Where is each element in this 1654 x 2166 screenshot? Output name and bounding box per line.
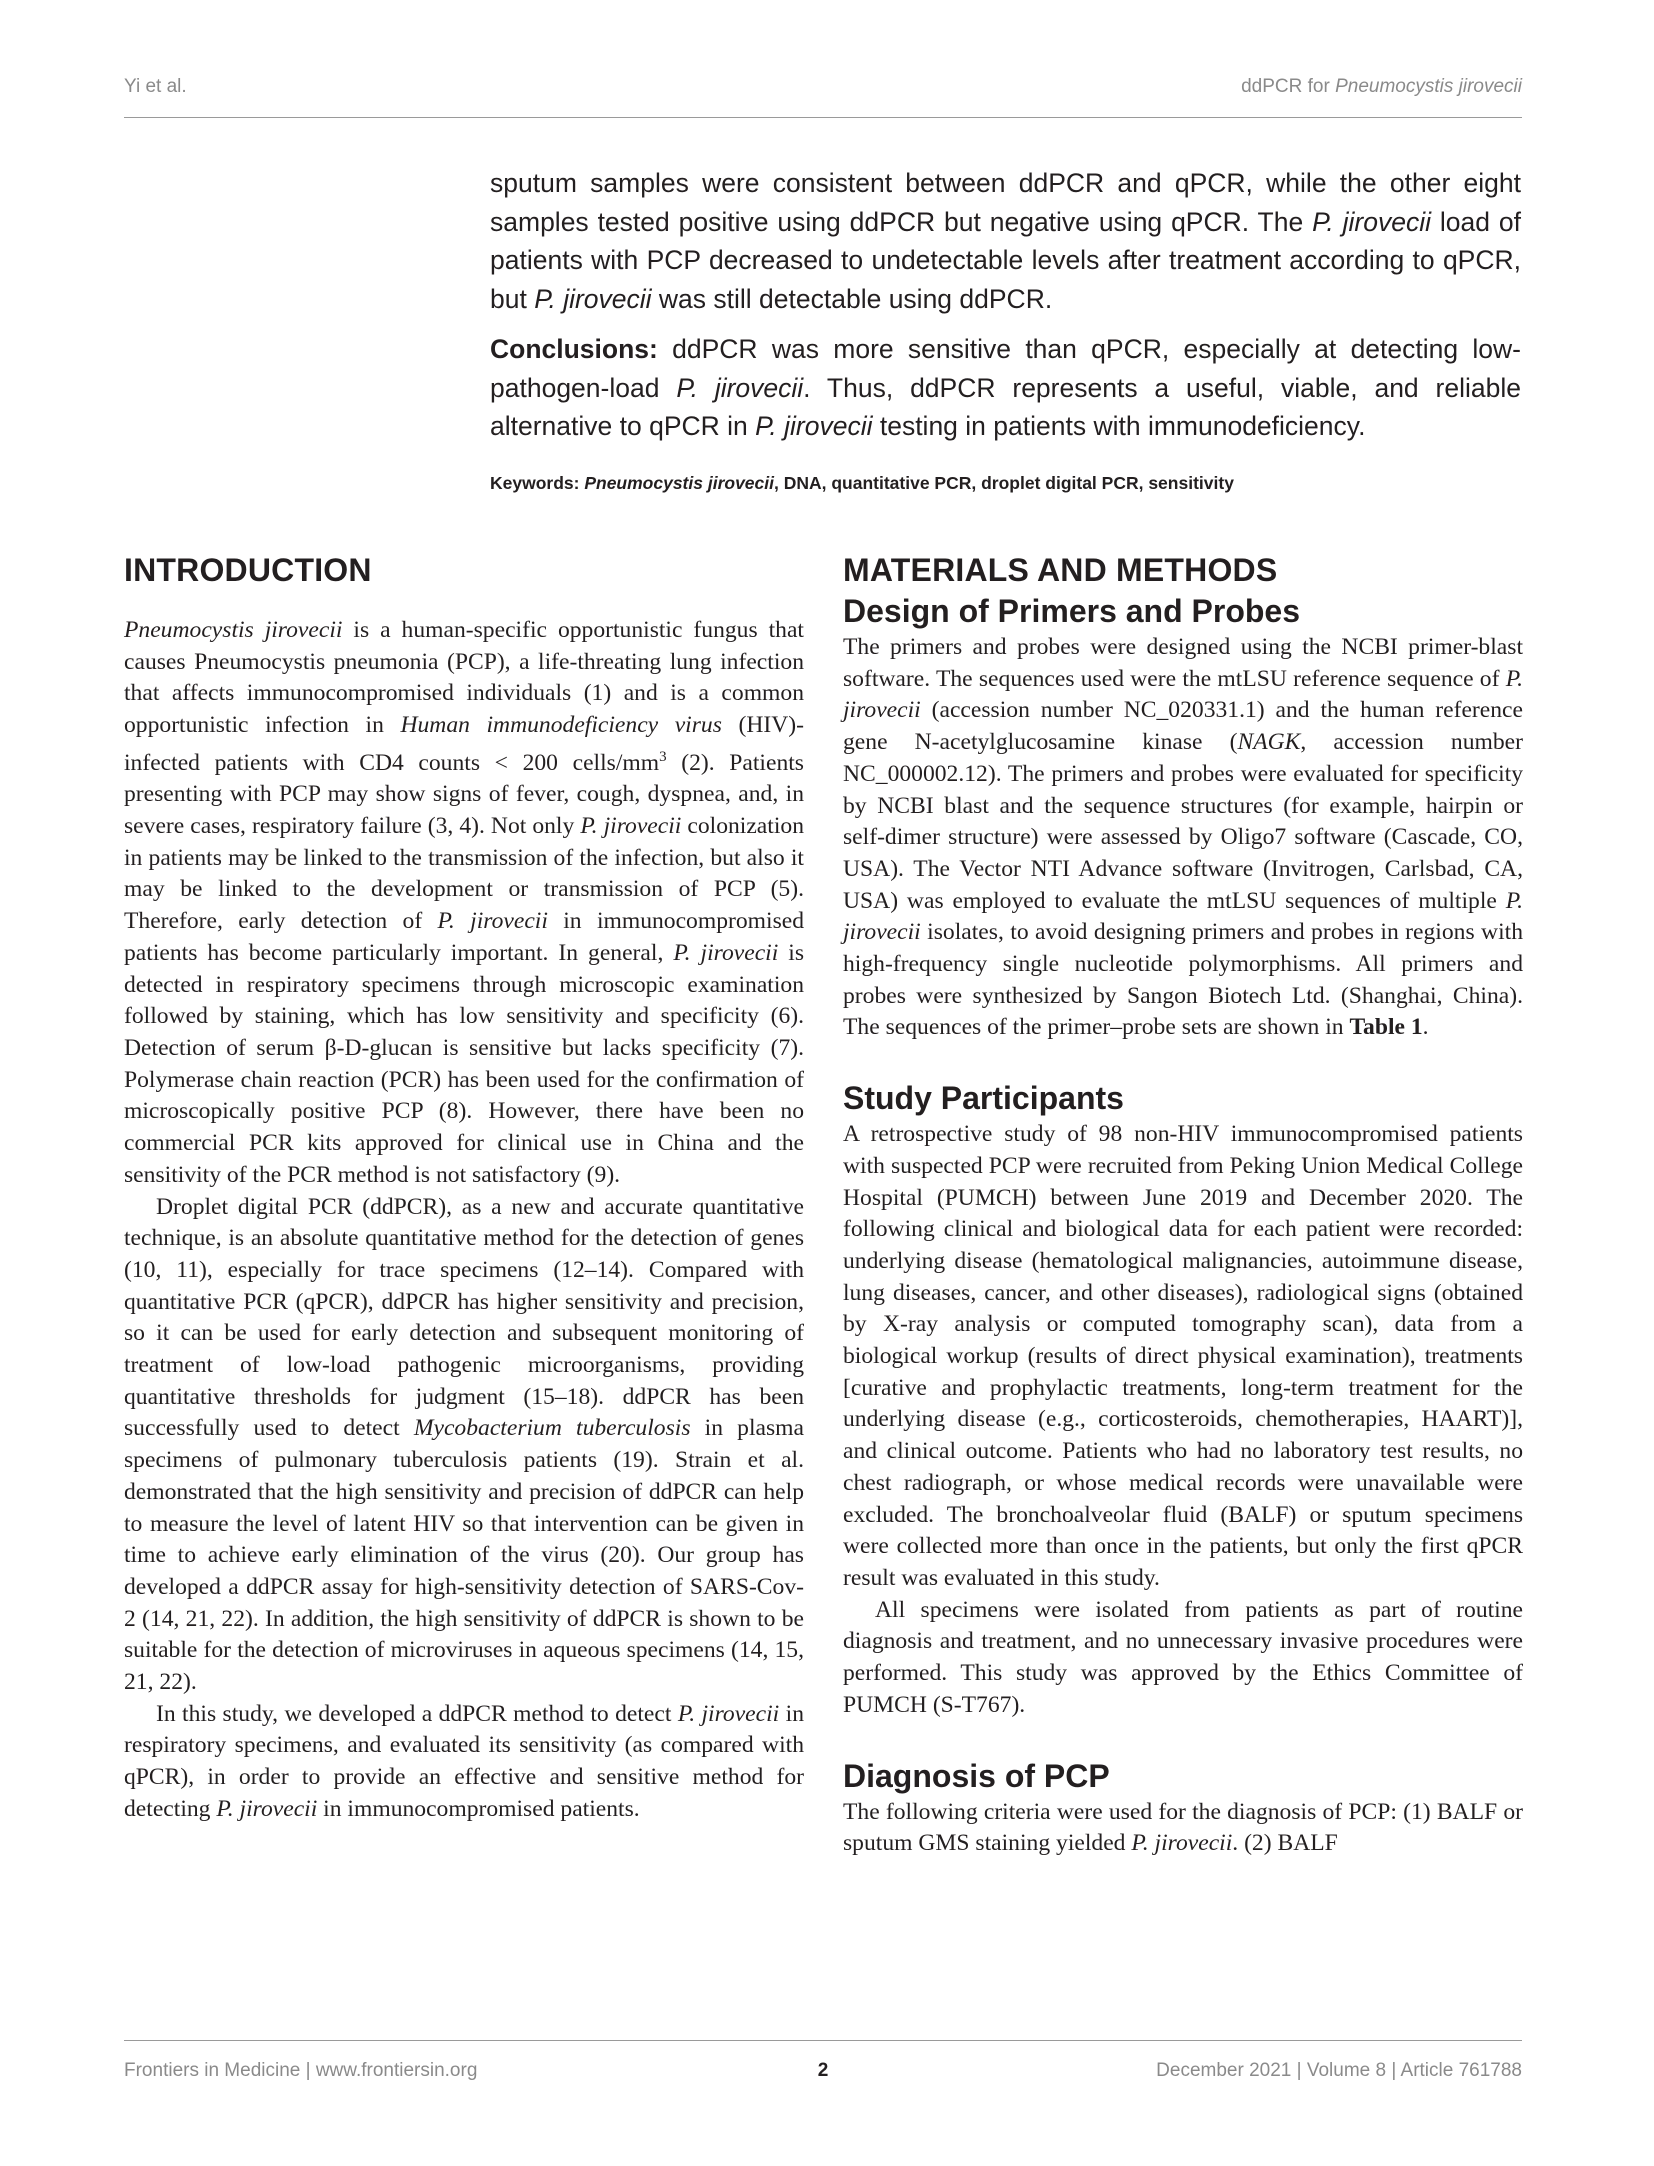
body-span: is a human-specific opportunistic fungus that causes Pneumocystis pneumonia (PCP), a life-threating lung infection that affects immunocompromised individuals (1) and is a common opportunistic infection in [124,617,804,739]
keywords-species: Pneumocystis jirovecii [584,473,774,493]
abstract-text: testing in patients with immunodeficiency. [872,411,1366,441]
abstract-conclusions-label: Conclusions: [490,334,658,364]
abstract-species: P. jirovecii [1312,206,1431,237]
body-span: in respiratory specimens, and evaluated its sensitivity (as compared with qPCR), in order to provide an effective and sensitive method for detecting [124,1700,805,1822]
running-head-authors: Yi et al. [124,76,187,97]
diagnosis-paragraph [843,1797,1523,1860]
footer-rule [124,2040,1522,2041]
table-1-link[interactable]: Table 1 [1349,1014,1423,1041]
species-name: P. jirovecii [843,887,1523,946]
page-number: 2 [817,2060,829,2081]
abstract-species: P. jirovecii [676,372,804,403]
participants-paragraph-2: All specimens were isolated from patients as part of routine diagnosis and treatment, and no unnecessary invasive procedures were performed. This study was approved by the Ethics Committee of PUMCH (S-T767). [843,1596,1523,1718]
abstract-block [490,164,1521,458]
body-span: (2). Patients presenting with PCP may show signs of fever, cough, dyspnea, and, in severe cases, respiratory failure (3, 4). Not only [124,749,804,840]
body-span: , accession number NC_000002.12). The primers and probes were evaluated for specificity by NCBI blast and the sequence structures (for example, hairpin or self-dimer structure) were assessed by Oligo7 software (Cascade, CO, USA). The Vector NTI Advance software (Invitrogen, Carlsbad, CA, USA) was employed to evaluate the mtLSU sequences of multiple [843,729,1523,914]
abstract-text: ddPCR was more sensitive than qPCR, especially at detecting low-pathogen-load [490,334,1521,403]
footer-journal[interactable]: Frontiers in Medicine | www.frontiersin.org [124,2060,478,2081]
species-name: P. jirovecii [580,813,682,840]
species-name: Mycobacterium tuberculosis [413,1415,691,1442]
abstract-text: load of patients with PCP decreased to undetectable levels after treatment according to qPCR, but [490,206,1521,314]
abstract-species: P. jirovecii [534,283,652,314]
abstract-text: was still detectable using ddPCR. [651,283,1053,314]
species-name: P. jirovecii [216,1795,318,1822]
participants-paragraph-1: A retrospective study of 98 non-HIV immunocompromised patients with suspected PCP were recruited from Peking Union Medical College Hospital (PUMCH) between June 2019 and December 2020. The following clinical and biological data for each patient were recorded: underlying disease (hematological malignancies, autoimmune disease, lung diseases, cancer, and other diseases), radiological signs (obtained by X-ray analysis or computed tomography scan), data from a biological workup (results of direct physical examination), treatments [curative and prophylactic treatments, long-term treatment for the underlying disease (e.g., corticosteroids, chemotherapies, HAART)], and clinical outcome. Patients who had no laboratory test results, no chest radiograph, or whose medical records were unavailable were excluded. The bronchoalveolar fluid (BALF) or sputum specimens were collected more than once in the patients, but only the first qPCR result was evaluated in this study. [843,1121,1523,1591]
abstract-text: . Thus, ddPCR represents a useful, viable, and reliable alternative to qPCR in [490,372,1521,441]
footer-issue: December 2021 | Volume 8 | Article 761788 [1156,2060,1522,2081]
body-span: Droplet digital PCR (ddPCR), as a new and accurate quantitative technique, is an absolute quantitative method for the detection of genes (10, 11), especially for trace specimens (12–14). Compared with quantitative PCR (qPCR), ddPCR has higher sensitivity and precision, so it can be used for early detection and subsequent monitoring of treatment of low-load pathogenic microorganisms, providing quantitative thresholds for judgment (15–18). ddPCR has been successfully used to detect [124,1193,804,1442]
body-span: (HIV)-infected patients with CD4 counts < 200 cells/mm [124,712,804,776]
virus-name: Human immunodeficiency virus [400,712,722,739]
participants-heading: Study Participants [843,1080,1124,1117]
body-span: is detected in respiratory specimens through microscopic examination followed by staining, which has low sensitivity and specificity (6). Detection of serum β-D-glucan is sensitive but lacks specificity (7). Polymerase chain reaction (PCR) has been used for the confirmation of microscopically positive PCP (8). However, there have been no commercial PCR kits approved for clinical use in China and the sensitivity of the PCR method is not satisfactory (9). [124,939,804,1188]
species-name: P. jirovecii [673,939,779,966]
running-head [124,76,1522,104]
gene-name: NAGK [1237,729,1301,756]
right-column [843,552,1523,1860]
body-span: in plasma specimens of pulmonary tuberculosis patients (19). Strain et al. demonstrated that the high sensitivity and precision of ddPCR can help to measure the level of latent HIV so that intervention can be given in time to achieve early elimination of the virus (20). Our group has developed a ddPCR assay for high-sensitivity detection of SARS-Cov-2 (14, 21, 22). In addition, the high sensitivity of ddPCR is shown to be suitable for the detection of microviruses in aqueous specimens (14, 15, 21, 22). [124,1415,804,1696]
body-span: in immunocompromised patients has become particularly important. In general, [124,908,805,966]
body-span: in immunocompromised patients. [317,1795,640,1822]
body-span: The primers and probes were designed using the NCBI primer-blast software. The sequences used were the mtLSU reference sequence of [843,634,1523,692]
body-span: (accession number NC_020331.1) and the human reference gene N-acetylglucosamine kinase ( [843,697,1523,756]
running-head-title-prefix: ddPCR for [1241,76,1336,97]
left-column [124,552,804,1826]
keywords-list: , DNA, quantitative PCR, droplet digital PCR, sensitivity [774,473,1234,493]
footer [124,2060,1522,2086]
species-name: P. jirovecii [1131,1830,1233,1857]
design-heading: Design of Primers and Probes [843,593,1301,629]
species-name: P. jirovecii [843,665,1523,724]
species-name: P. jirovecii [437,908,548,935]
body-span: colonization in patients may be linked to the transmission of the infection, but also it may be linked to the development or transmission of PCP (5). Therefore, early detection of [124,813,804,935]
running-head-title [1241,76,1522,98]
introduction-heading: INTRODUCTION [124,552,372,588]
abstract-text: sputum samples were consistent between ddPCR and qPCR, while the other eight samples tested positive using ddPCR but negative using qPCR. The [490,168,1521,237]
methods-heading: MATERIALS AND METHODS [843,552,1278,588]
body-span: . [1422,1014,1429,1041]
diagnosis-heading: Diagnosis of PCP [843,1757,1110,1794]
body-span: In this study, we developed a ddPCR method to detect [156,1700,678,1727]
introduction-paragraph-1 [124,615,804,1192]
body-span: The following criteria were used for the diagnosis of PCP: (1) BALF or sputum GMS staining yielded [843,1798,1523,1857]
species-name: Pneumocystis jirovecii [124,617,343,643]
superscript: 3 [659,748,667,765]
keywords-label: Keywords: [490,473,585,493]
abstract-results-paragraph [490,164,1521,318]
header-rule [124,117,1522,118]
running-head-title-species: Pneumocystis jirovecii [1335,76,1522,97]
abstract-conclusions-paragraph [490,330,1521,446]
abstract-species: P. jirovecii [755,411,873,441]
keywords [490,473,1521,494]
body-span: . (2) BALF [1232,1830,1338,1857]
species-name: P. jirovecii [677,1700,780,1727]
introduction-paragraph-3 [124,1699,804,1826]
design-paragraph [843,632,1523,1044]
introduction-paragraph-2 [124,1192,804,1699]
body-span: isolates, to avoid designing primers and probes in regions with high-frequency single nucleotide polymorphisms. All primers and probes were synthesized by Sangon Biotech Ltd. (Shanghai, China). The sequences of the primer–probe sets are shown in [843,919,1523,1041]
